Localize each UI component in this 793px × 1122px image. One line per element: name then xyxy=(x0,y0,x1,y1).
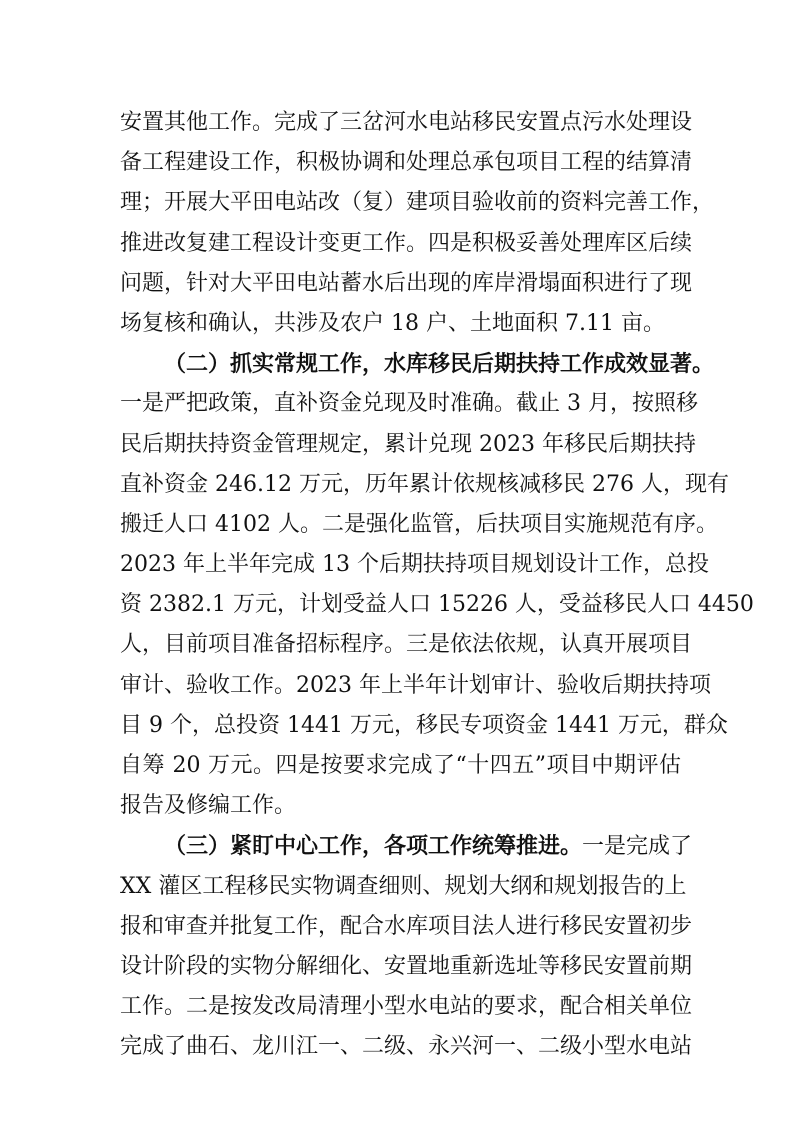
line-text: 工作。二是按发改局清理小型水电站的要求，配合相关单位 xyxy=(120,994,693,1020)
text-line xyxy=(120,786,681,826)
line-text: 搬迁人口 4102 人。二是强化监管，后扶项目实施规范有序。 xyxy=(120,511,718,537)
line-text: 报和审查并批复工作，配合水库项目法人进行移民安置初步 xyxy=(120,913,693,939)
line-text: 自筹 20 万元。四是按要求完成了“十四五”项目中期评估 xyxy=(120,753,681,778)
text-line xyxy=(120,505,718,545)
text-line xyxy=(120,706,728,746)
text-line xyxy=(120,625,693,665)
text-line xyxy=(120,384,698,424)
document-body xyxy=(120,103,754,1068)
line-text: 资 2382.1 万元，计划受益人口 15226 人，受益移民人口 4450 xyxy=(120,592,754,618)
text-line xyxy=(120,585,754,625)
line-text: 备工程建设工作，积极协调和处理总承包项目工程的结算清 xyxy=(120,150,693,176)
text-line xyxy=(120,1027,693,1067)
text-line xyxy=(120,103,693,143)
text-line xyxy=(120,987,693,1027)
line-text: 完成了曲石、龙川江一、二级、永兴河一、二级小型水电站 xyxy=(120,1034,693,1060)
text-line xyxy=(120,746,681,786)
line-text: XX 灌区工程移民实物调查细则、规划大纲和规划报告的上 xyxy=(120,873,687,899)
text-line xyxy=(120,264,693,304)
line-text: 推进改复建工程设计变更工作。四是积极妥善处理库区后续 xyxy=(120,230,693,256)
line-text: 理；开展大平田电站改（复）建项目验收前的资料完善工作， xyxy=(120,190,715,216)
line-text: 人，目前项目准备招标程序。三是依法依规，认真开展项目 xyxy=(120,632,693,658)
line-text: 直补资金 246.12 万元，历年累计依规核减移民 276 人，现有 xyxy=(120,471,729,497)
line-text: 设计阶段的实物分解细化、安置地重新选址等移民安置前期 xyxy=(120,953,693,979)
text-line xyxy=(120,183,715,223)
line-text: 报告及修编工作。 xyxy=(120,793,297,819)
line-text: 一是完成了 xyxy=(582,834,693,860)
text-line xyxy=(120,143,693,183)
line-text: 安置其他工作。完成了三岔河水电站移民安置点污水处理设 xyxy=(120,110,693,135)
line-text: 民后期扶持资金管理规定，累计兑现 2023 年移民后期扶持 xyxy=(120,431,696,457)
text-line xyxy=(120,907,693,947)
text-line xyxy=(120,666,711,706)
line-text: 场复核和确认，共涉及农户 18 户、土地面积 7.11 亩。 xyxy=(120,310,665,336)
line-text: 目 9 个，总投资 1441 万元，移民专项资金 1441 万元，群众 xyxy=(120,712,728,738)
section-heading: （二）抓实常规工作，水库移民后期扶持工作成效显著。 xyxy=(164,351,715,378)
text-line xyxy=(120,947,693,987)
text-line xyxy=(120,304,681,344)
section-heading-line xyxy=(120,826,693,866)
text-line xyxy=(120,224,693,264)
section-heading-line xyxy=(120,344,715,384)
section-heading: （三）紧盯中心工作，各项工作统筹推进。 xyxy=(164,833,583,860)
line-text: 审计、验收工作。2023 年上半年计划审计、验收后期扶持项 xyxy=(120,672,711,698)
line-text: 问题，针对大平田电站蓄水后出现的库岸滑塌面积进行了现 xyxy=(120,270,693,296)
line-text: 2023 年上半年完成 13 个后期扶持项目规划设计工作，总投 xyxy=(120,552,709,578)
text-line xyxy=(120,465,729,505)
line-text: 一是严把政策，直补资金兑现及时准确。截止 3 月，按照移 xyxy=(120,391,698,417)
text-line xyxy=(120,867,687,907)
text-line xyxy=(120,545,709,585)
text-line xyxy=(120,425,696,465)
